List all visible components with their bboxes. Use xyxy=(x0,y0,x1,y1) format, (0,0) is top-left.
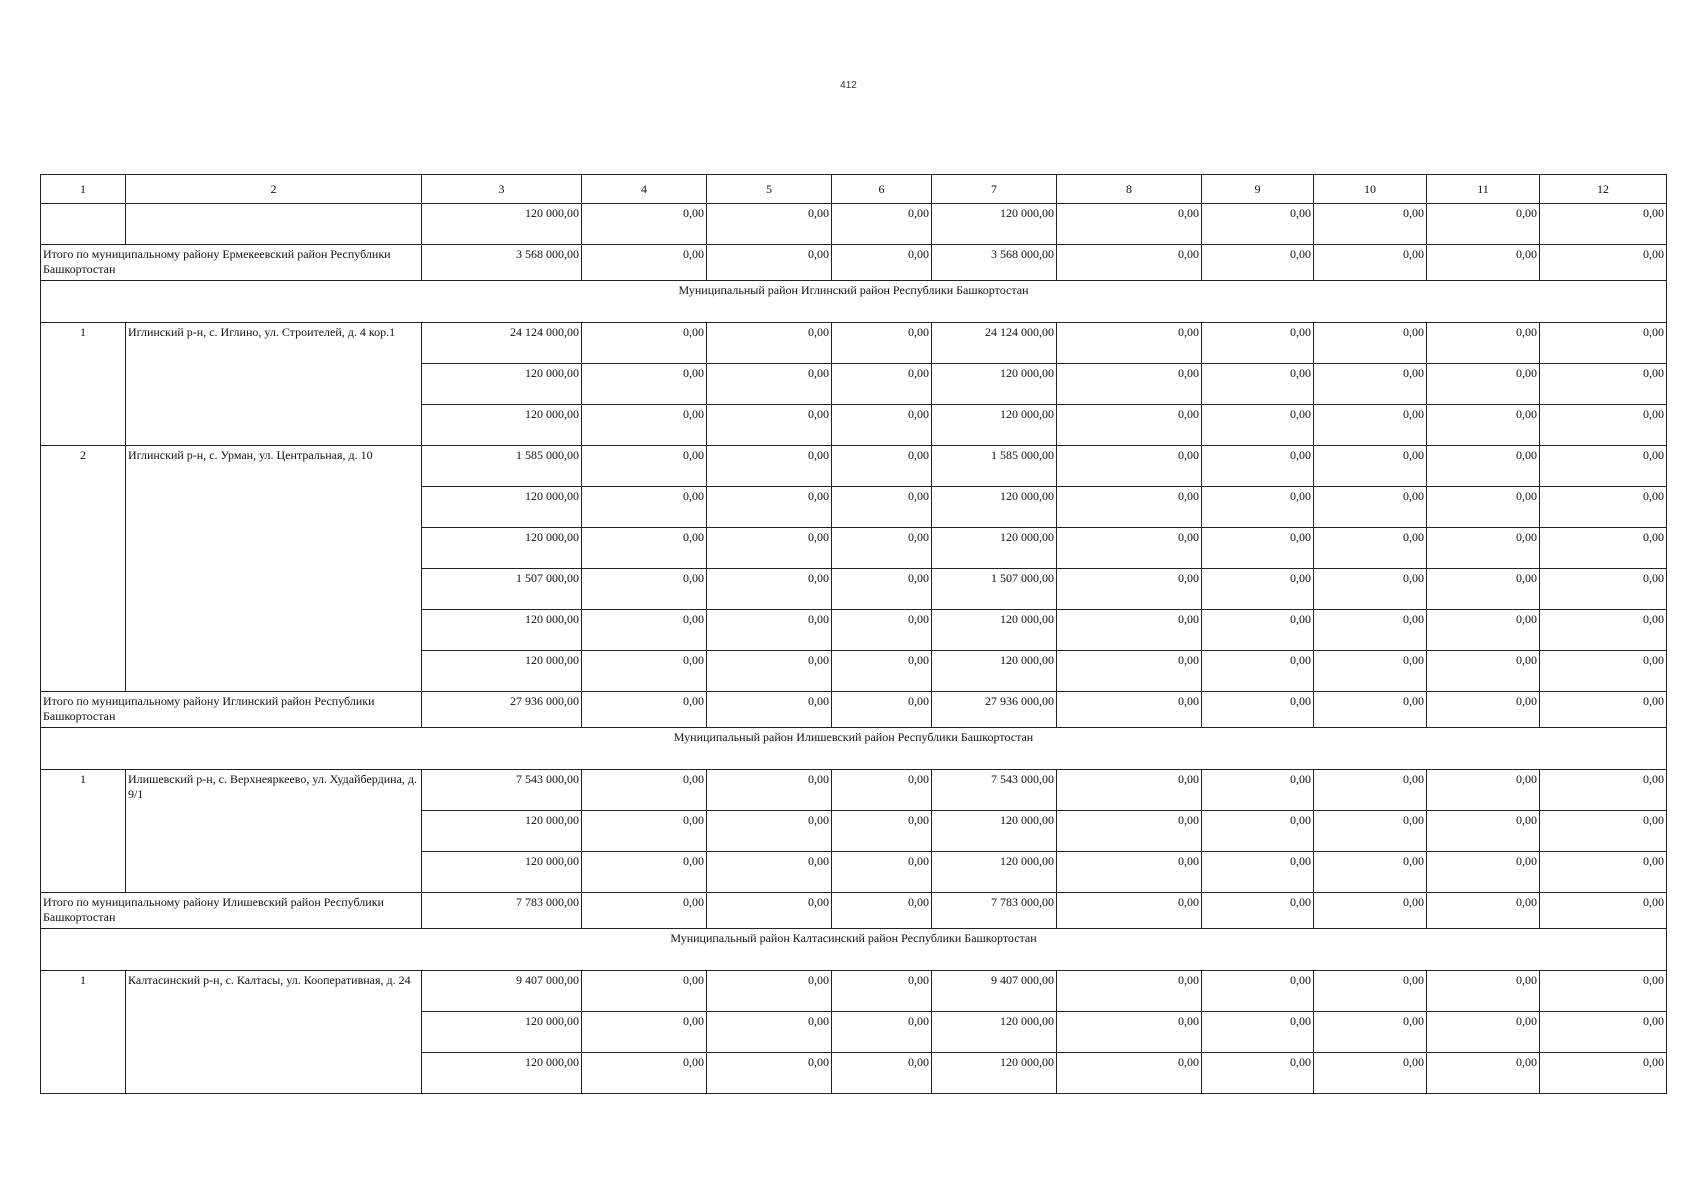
amount-cell: 0,00 xyxy=(1314,893,1427,929)
amount-cell: 0,00 xyxy=(582,487,707,528)
amount-cell: 0,00 xyxy=(832,364,932,405)
amount-cell: 0,00 xyxy=(1427,971,1540,1012)
item-index: 1 xyxy=(41,770,126,893)
amount-cell: 0,00 xyxy=(1540,405,1667,446)
amount-cell: 120 000,00 xyxy=(932,405,1057,446)
amount-cell: 0,00 xyxy=(1314,1012,1427,1053)
amount-cell: 0,00 xyxy=(1057,446,1202,487)
amount-cell: 0,00 xyxy=(1427,811,1540,852)
amount-cell: 0,00 xyxy=(1202,446,1314,487)
amount-cell: 0,00 xyxy=(1427,569,1540,610)
amount-cell: 0,00 xyxy=(1314,446,1427,487)
column-header: 6 xyxy=(832,175,932,204)
table-body xyxy=(41,204,1667,1094)
amount-cell: 0,00 xyxy=(707,692,832,728)
amount-cell: 9 407 000,00 xyxy=(422,971,582,1012)
amount-cell: 0,00 xyxy=(1057,364,1202,405)
amount-cell: 27 936 000,00 xyxy=(932,692,1057,728)
column-header: 1 xyxy=(41,175,126,204)
section-header: Муниципальный район Илишевский район Республики Башкортостан xyxy=(41,728,1667,770)
amount-cell: 0,00 xyxy=(582,811,707,852)
amount-cell: 0,00 xyxy=(707,893,832,929)
amount-cell: 0,00 xyxy=(1057,569,1202,610)
amount-cell: 0,00 xyxy=(1427,245,1540,281)
amount-cell: 0,00 xyxy=(1314,651,1427,692)
amount-cell: 0,00 xyxy=(832,971,932,1012)
amount-cell: 7 783 000,00 xyxy=(932,893,1057,929)
amount-cell: 0,00 xyxy=(1540,852,1667,893)
amount-cell: 0,00 xyxy=(1540,770,1667,811)
amount-cell: 0,00 xyxy=(1202,1053,1314,1094)
column-header: 4 xyxy=(582,175,707,204)
item-address xyxy=(126,204,422,245)
amount-cell: 0,00 xyxy=(1202,651,1314,692)
table-row xyxy=(41,204,1667,245)
item-address: Илишевский р-н, с. Верхнеяркеево, ул. Худайбердина, д. 9/1 xyxy=(126,770,422,893)
amount-cell: 0,00 xyxy=(1314,323,1427,364)
amount-cell: 0,00 xyxy=(1314,692,1427,728)
amount-cell: 24 124 000,00 xyxy=(422,323,582,364)
item-index: 2 xyxy=(41,446,126,692)
amount-cell: 0,00 xyxy=(582,1053,707,1094)
amount-cell: 120 000,00 xyxy=(422,364,582,405)
amount-cell: 0,00 xyxy=(1057,852,1202,893)
amount-cell: 0,00 xyxy=(1314,245,1427,281)
amount-cell: 0,00 xyxy=(707,651,832,692)
column-header: 11 xyxy=(1427,175,1540,204)
amount-cell: 0,00 xyxy=(707,1053,832,1094)
item-index: 1 xyxy=(41,971,126,1094)
amount-cell: 120 000,00 xyxy=(932,1053,1057,1094)
amount-cell: 0,00 xyxy=(707,811,832,852)
amount-cell: 0,00 xyxy=(1427,446,1540,487)
amount-cell: 0,00 xyxy=(1427,610,1540,651)
amount-cell: 0,00 xyxy=(707,323,832,364)
amount-cell: 120 000,00 xyxy=(422,811,582,852)
amount-cell: 0,00 xyxy=(1427,770,1540,811)
item-index xyxy=(41,204,126,245)
column-header: 5 xyxy=(707,175,832,204)
amount-cell: 0,00 xyxy=(582,245,707,281)
amount-cell: 0,00 xyxy=(832,651,932,692)
amount-cell: 0,00 xyxy=(1057,487,1202,528)
amount-cell: 0,00 xyxy=(1540,811,1667,852)
amount-cell: 0,00 xyxy=(1314,852,1427,893)
amount-cell: 0,00 xyxy=(832,811,932,852)
amount-cell: 120 000,00 xyxy=(932,811,1057,852)
table-row xyxy=(41,692,1667,728)
amount-cell: 0,00 xyxy=(1427,852,1540,893)
amount-cell: 0,00 xyxy=(1202,770,1314,811)
table-row xyxy=(41,893,1667,929)
amount-cell: 0,00 xyxy=(1314,811,1427,852)
amount-cell: 0,00 xyxy=(1202,811,1314,852)
column-header: 10 xyxy=(1314,175,1427,204)
amount-cell: 120 000,00 xyxy=(422,204,582,245)
column-header: 12 xyxy=(1540,175,1667,204)
amount-cell: 0,00 xyxy=(832,893,932,929)
amount-cell: 3 568 000,00 xyxy=(422,245,582,281)
amount-cell: 0,00 xyxy=(707,245,832,281)
amount-cell: 0,00 xyxy=(707,204,832,245)
amount-cell: 3 568 000,00 xyxy=(932,245,1057,281)
item-index: 1 xyxy=(41,323,126,446)
amount-cell: 0,00 xyxy=(1540,610,1667,651)
amount-cell: 0,00 xyxy=(832,446,932,487)
amount-cell: 0,00 xyxy=(832,528,932,569)
amount-cell: 120 000,00 xyxy=(422,610,582,651)
amount-cell: 0,00 xyxy=(1202,245,1314,281)
amount-cell: 0,00 xyxy=(582,852,707,893)
amount-cell: 120 000,00 xyxy=(932,528,1057,569)
amount-cell: 0,00 xyxy=(1202,893,1314,929)
amount-cell: 0,00 xyxy=(832,245,932,281)
amount-cell: 0,00 xyxy=(832,323,932,364)
amount-cell: 0,00 xyxy=(1427,405,1540,446)
amount-cell: 0,00 xyxy=(1314,528,1427,569)
amount-cell: 0,00 xyxy=(1057,1053,1202,1094)
amount-cell: 120 000,00 xyxy=(932,1012,1057,1053)
amount-cell: 0,00 xyxy=(1057,651,1202,692)
amount-cell: 0,00 xyxy=(1057,323,1202,364)
section-header: Муниципальный район Иглинский район Республики Башкортостан xyxy=(41,281,1667,323)
table-row xyxy=(41,323,1667,364)
amount-cell: 0,00 xyxy=(582,323,707,364)
amount-cell: 0,00 xyxy=(1202,204,1314,245)
amount-cell: 120 000,00 xyxy=(932,487,1057,528)
amount-cell: 0,00 xyxy=(1202,971,1314,1012)
amount-cell: 0,00 xyxy=(1314,610,1427,651)
amount-cell: 0,00 xyxy=(1427,528,1540,569)
amount-cell: 0,00 xyxy=(582,971,707,1012)
table-row xyxy=(41,446,1667,487)
column-header: 9 xyxy=(1202,175,1314,204)
amount-cell: 0,00 xyxy=(1427,692,1540,728)
amount-cell: 120 000,00 xyxy=(422,1012,582,1053)
amount-cell: 0,00 xyxy=(1202,1012,1314,1053)
amount-cell: 0,00 xyxy=(1057,204,1202,245)
amount-cell: 0,00 xyxy=(1314,487,1427,528)
amount-cell: 0,00 xyxy=(1427,1053,1540,1094)
amount-cell: 0,00 xyxy=(1427,323,1540,364)
table-row xyxy=(41,971,1667,1012)
amount-cell: 0,00 xyxy=(707,569,832,610)
amount-cell: 0,00 xyxy=(1540,651,1667,692)
amount-cell: 0,00 xyxy=(1540,1053,1667,1094)
amount-cell: 27 936 000,00 xyxy=(422,692,582,728)
item-address: Иглинский р-н, с. Иглино, ул. Строителей, д. 4 кор.1 xyxy=(126,323,422,446)
amount-cell: 0,00 xyxy=(1057,405,1202,446)
total-label: Итого по муниципальному району Илишевский район Республики Башкортостан xyxy=(41,893,422,929)
amount-cell: 0,00 xyxy=(707,610,832,651)
amount-cell: 0,00 xyxy=(1202,487,1314,528)
amount-cell: 0,00 xyxy=(1202,569,1314,610)
amount-cell: 0,00 xyxy=(832,204,932,245)
amount-cell: 120 000,00 xyxy=(932,651,1057,692)
column-header: 8 xyxy=(1057,175,1202,204)
amount-cell: 0,00 xyxy=(832,1012,932,1053)
amount-cell: 0,00 xyxy=(1427,364,1540,405)
amount-cell: 7 783 000,00 xyxy=(422,893,582,929)
amount-cell: 0,00 xyxy=(582,364,707,405)
amount-cell: 0,00 xyxy=(1540,893,1667,929)
amount-cell: 0,00 xyxy=(582,569,707,610)
amount-cell: 0,00 xyxy=(582,770,707,811)
amount-cell: 0,00 xyxy=(1202,852,1314,893)
amount-cell: 24 124 000,00 xyxy=(932,323,1057,364)
amount-cell: 0,00 xyxy=(1427,1012,1540,1053)
amount-cell: 9 407 000,00 xyxy=(932,971,1057,1012)
amount-cell: 0,00 xyxy=(1540,971,1667,1012)
table-row xyxy=(41,929,1667,971)
amount-cell: 1 585 000,00 xyxy=(422,446,582,487)
amount-cell: 0,00 xyxy=(1314,1053,1427,1094)
amount-cell: 120 000,00 xyxy=(932,204,1057,245)
amount-cell: 0,00 xyxy=(1202,323,1314,364)
amount-cell: 0,00 xyxy=(832,487,932,528)
amount-cell: 120 000,00 xyxy=(932,610,1057,651)
amount-cell: 0,00 xyxy=(832,569,932,610)
amount-cell: 120 000,00 xyxy=(422,528,582,569)
amount-cell: 0,00 xyxy=(1540,323,1667,364)
amount-cell: 0,00 xyxy=(1202,610,1314,651)
table-row xyxy=(41,245,1667,281)
budget-table xyxy=(40,174,1667,1094)
amount-cell: 0,00 xyxy=(1314,405,1427,446)
amount-cell: 0,00 xyxy=(832,405,932,446)
amount-cell: 0,00 xyxy=(832,770,932,811)
amount-cell: 1 585 000,00 xyxy=(932,446,1057,487)
amount-cell: 0,00 xyxy=(1540,528,1667,569)
amount-cell: 0,00 xyxy=(1057,893,1202,929)
amount-cell: 120 000,00 xyxy=(422,405,582,446)
amount-cell: 0,00 xyxy=(1202,405,1314,446)
amount-cell: 0,00 xyxy=(707,487,832,528)
amount-cell: 0,00 xyxy=(1057,770,1202,811)
amount-cell: 0,00 xyxy=(707,446,832,487)
amount-cell: 0,00 xyxy=(832,610,932,651)
table-row xyxy=(41,728,1667,770)
amount-cell: 0,00 xyxy=(1540,245,1667,281)
amount-cell: 0,00 xyxy=(582,651,707,692)
amount-cell: 0,00 xyxy=(1057,528,1202,569)
amount-cell: 0,00 xyxy=(582,1012,707,1053)
amount-cell: 0,00 xyxy=(1314,204,1427,245)
amount-cell: 0,00 xyxy=(1202,528,1314,569)
amount-cell: 0,00 xyxy=(1057,610,1202,651)
amount-cell: 7 543 000,00 xyxy=(932,770,1057,811)
amount-cell: 1 507 000,00 xyxy=(422,569,582,610)
item-address: Иглинский р-н, с. Урман, ул. Центральная, д. 10 xyxy=(126,446,422,692)
amount-cell: 120 000,00 xyxy=(932,364,1057,405)
amount-cell: 0,00 xyxy=(1427,487,1540,528)
amount-cell: 0,00 xyxy=(832,692,932,728)
amount-cell: 0,00 xyxy=(707,852,832,893)
amount-cell: 0,00 xyxy=(707,1012,832,1053)
amount-cell: 0,00 xyxy=(1057,811,1202,852)
amount-cell: 0,00 xyxy=(1427,893,1540,929)
amount-cell: 0,00 xyxy=(1057,692,1202,728)
item-address: Калтасинский р-н, с. Калтасы, ул. Кооперативная, д. 24 xyxy=(126,971,422,1094)
amount-cell: 0,00 xyxy=(1057,971,1202,1012)
amount-cell: 0,00 xyxy=(707,528,832,569)
amount-cell: 0,00 xyxy=(832,852,932,893)
amount-cell: 0,00 xyxy=(707,405,832,446)
amount-cell: 0,00 xyxy=(582,692,707,728)
amount-cell: 0,00 xyxy=(832,1053,932,1094)
amount-cell: 120 000,00 xyxy=(932,852,1057,893)
amount-cell: 1 507 000,00 xyxy=(932,569,1057,610)
amount-cell: 0,00 xyxy=(582,528,707,569)
column-number-header xyxy=(41,175,1667,204)
amount-cell: 0,00 xyxy=(707,971,832,1012)
total-label: Итого по муниципальному району Ермекеевский район Республики Башкортостан xyxy=(41,245,422,281)
amount-cell: 7 543 000,00 xyxy=(422,770,582,811)
column-header: 2 xyxy=(126,175,422,204)
amount-cell: 0,00 xyxy=(1540,569,1667,610)
amount-cell: 0,00 xyxy=(1427,204,1540,245)
amount-cell: 120 000,00 xyxy=(422,651,582,692)
total-label: Итого по муниципальному району Иглинский район Республики Башкортостан xyxy=(41,692,422,728)
amount-cell: 0,00 xyxy=(1202,364,1314,405)
amount-cell: 0,00 xyxy=(1427,651,1540,692)
amount-cell: 0,00 xyxy=(1540,692,1667,728)
amount-cell: 0,00 xyxy=(1540,364,1667,405)
table-row xyxy=(41,281,1667,323)
amount-cell: 0,00 xyxy=(582,610,707,651)
amount-cell: 120 000,00 xyxy=(422,487,582,528)
amount-cell: 0,00 xyxy=(707,364,832,405)
page-number: 412 xyxy=(840,80,857,91)
amount-cell: 0,00 xyxy=(1057,245,1202,281)
amount-cell: 0,00 xyxy=(582,405,707,446)
amount-cell: 0,00 xyxy=(1314,364,1427,405)
amount-cell: 120 000,00 xyxy=(422,852,582,893)
amount-cell: 0,00 xyxy=(1540,446,1667,487)
amount-cell: 0,00 xyxy=(582,893,707,929)
amount-cell: 0,00 xyxy=(1540,1012,1667,1053)
column-header: 3 xyxy=(422,175,582,204)
amount-cell: 0,00 xyxy=(1540,487,1667,528)
amount-cell: 0,00 xyxy=(1314,569,1427,610)
amount-cell: 0,00 xyxy=(1057,1012,1202,1053)
column-header: 7 xyxy=(932,175,1057,204)
table-row xyxy=(41,770,1667,811)
amount-cell: 0,00 xyxy=(1314,971,1427,1012)
amount-cell: 0,00 xyxy=(582,204,707,245)
amount-cell: 0,00 xyxy=(1202,692,1314,728)
section-header: Муниципальный район Калтасинский район Республики Башкортостан xyxy=(41,929,1667,971)
amount-cell: 0,00 xyxy=(707,770,832,811)
amount-cell: 0,00 xyxy=(1314,770,1427,811)
amount-cell: 120 000,00 xyxy=(422,1053,582,1094)
amount-cell: 0,00 xyxy=(582,446,707,487)
amount-cell: 0,00 xyxy=(1540,204,1667,245)
